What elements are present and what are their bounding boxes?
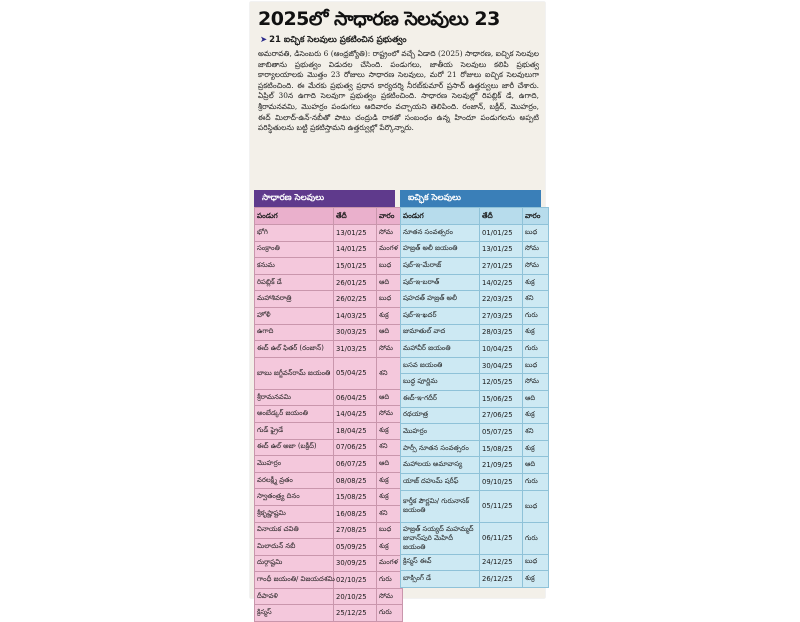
holiday-date: 06/07/25 bbox=[334, 456, 377, 473]
holiday-name: మహాశివరాత్రి bbox=[255, 291, 334, 308]
article-body: అమరావతి, డిసెంబరు 6 (ఆంధ్రజ్యోతి): రాష్ట్రంలో వచ్చే ఏడాది (2025) సాధారణ, ఐచ్ఛిక సెలవుల జాబితాను ప్రభుత్వం విడుదల చేసింది. పండుగలు, జాతీయ సెలవులు కలిపి ప్రభుత్వ కార్యాలయాలకు మొత్తం 23 రోజులు సాధారణ సెలవులు, మరో 21 రోజులు ఐచ్ఛిక సెలవులుగా ప్రకటించింది. ఈ మేరకు ప్రభుత్వ ప్రధాన కార్యదర్శి నీరబ్‌కుమార్ ప్రసాద్ ఉత్తర్వులు జారీ చేశారు. ఏప్రిల్ 30న ఉగాది సెలవుగా ప్రభుత్వం ప్రకటించింది. సాధారణ సెలవుల్లో రిపబ్లిక్ డే, ఉగాది, శ్రీరామనవమి, మొహర్రం పండుగలు ఆదివారం వచ్చాయని తెలిపింది. రంజాన్, బక్రీద్, మొహర్రం, ఈద్ మిలాద్-ఉన్-నబీతో పాటు చంద్రుడి రాకతో సంబంధం ఉన్న హిందూ పండుగలను అప్పటి పరిస్థితులను బట్టి ప్రకటిస్తామని ఉత్తర్వుల్లో పేర్కొన్నారు. bbox=[258, 49, 539, 133]
arrow-icon: ➤ bbox=[260, 35, 268, 45]
holiday-weekday: శని bbox=[523, 291, 549, 308]
holiday-name: సంక్రాంతి bbox=[255, 241, 334, 258]
holiday-date: 24/12/25 bbox=[480, 554, 523, 571]
table-row bbox=[255, 456, 403, 473]
subheadline bbox=[260, 34, 539, 46]
holiday-date: 16/08/25 bbox=[334, 505, 377, 522]
holiday-weekday: శుక్ర bbox=[377, 539, 403, 556]
holiday-weekday: శని bbox=[377, 505, 403, 522]
holiday-weekday: శని bbox=[377, 439, 403, 456]
holiday-weekday: సోమ bbox=[377, 341, 403, 358]
general-holidays-title: సాధారణ సెలవులు bbox=[254, 190, 395, 207]
holiday-name: మొహర్రం bbox=[255, 456, 334, 473]
holiday-date: 09/10/25 bbox=[480, 473, 523, 490]
holiday-weekday: బుధ bbox=[377, 291, 403, 308]
holiday-date: 15/01/25 bbox=[334, 258, 377, 275]
holiday-name: కార్తీక పౌర్ణమి/ గురునానక్ జయంతి bbox=[401, 490, 480, 522]
holiday-weekday: శుక్ర bbox=[523, 274, 549, 291]
holiday-weekday: సోమ bbox=[377, 406, 403, 423]
table-row bbox=[401, 307, 549, 324]
holiday-date: 22/03/25 bbox=[480, 291, 523, 308]
holiday-weekday: బుధ bbox=[523, 554, 549, 571]
holiday-name: భోగి bbox=[255, 225, 334, 242]
table-row bbox=[401, 291, 549, 308]
holiday-weekday: బుధ bbox=[523, 357, 549, 374]
holiday-weekday: శుక్ర bbox=[523, 324, 549, 341]
holiday-date: 14/03/25 bbox=[334, 307, 377, 324]
holiday-name: గుడ్ ఫ్రైడే bbox=[255, 422, 334, 439]
table-row bbox=[255, 307, 403, 324]
holiday-name: క్రిస్మస్ bbox=[255, 605, 334, 622]
holiday-date: 21/09/25 bbox=[480, 457, 523, 474]
holiday-date: 20/10/25 bbox=[334, 588, 377, 605]
table-row bbox=[255, 258, 403, 275]
table-row bbox=[255, 389, 403, 406]
holiday-name: గాంధీ జయంతి/ విజయదశమి bbox=[255, 572, 334, 589]
table-row bbox=[255, 274, 403, 291]
holiday-date: 01/01/25 bbox=[480, 225, 523, 242]
holiday-weekday: మంగళ bbox=[377, 555, 403, 572]
holiday-date: 27/06/25 bbox=[480, 407, 523, 424]
column-header-row bbox=[401, 208, 549, 225]
column-header: వారం bbox=[523, 208, 549, 225]
holiday-weekday: ఆది bbox=[523, 390, 549, 407]
holiday-name: జుమాతుల్ వాద bbox=[401, 324, 480, 341]
holiday-weekday: గురు bbox=[523, 341, 549, 358]
holiday-weekday: సోమ bbox=[523, 374, 549, 391]
holiday-name: ఈద్-ఇ-గదీర్ bbox=[401, 390, 480, 407]
holiday-weekday: బుధ bbox=[377, 522, 403, 539]
holiday-name: హజ్రత్ సయ్యద్ మహమ్మద్ జువాన్‌పురి మెహిదీ జయంతి bbox=[401, 522, 480, 554]
holiday-name: షబ్-ఇ-మేరాజ్ bbox=[401, 258, 480, 275]
column-header: పండుగ bbox=[401, 208, 480, 225]
holiday-name: హోళీ bbox=[255, 307, 334, 324]
holiday-date: 30/04/25 bbox=[480, 357, 523, 374]
holiday-name: దుర్గాష్టమి bbox=[255, 555, 334, 572]
holiday-name: మొహర్రం bbox=[401, 424, 480, 441]
column-header-row bbox=[255, 208, 403, 225]
holiday-name: స్వాతంత్ర్య దినం bbox=[255, 489, 334, 506]
holiday-name: బాబు జగ్జీవన్‌రామ్ జయంతి bbox=[255, 357, 334, 389]
table-row bbox=[255, 439, 403, 456]
table-row bbox=[401, 440, 549, 457]
table-row bbox=[401, 407, 549, 424]
holiday-weekday: శుక్ర bbox=[523, 440, 549, 457]
holiday-weekday: గురు bbox=[377, 605, 403, 622]
table-row bbox=[255, 324, 403, 341]
optional-holidays-title: ఐచ్ఛిక సెలవులు bbox=[400, 190, 541, 207]
holiday-weekday: శుక్ర bbox=[377, 489, 403, 506]
table-row bbox=[401, 357, 549, 374]
table-row bbox=[255, 588, 403, 605]
holiday-weekday: శుక్ర bbox=[523, 407, 549, 424]
holiday-name: కనుమ bbox=[255, 258, 334, 275]
table-row bbox=[401, 225, 549, 242]
headline: 2025లో సాధారణ సెలవులు 23 bbox=[258, 8, 500, 30]
holiday-name: మహావీర్ జయంతి bbox=[401, 341, 480, 358]
column-header: పండుగ bbox=[255, 208, 334, 225]
holiday-weekday: బుధ bbox=[523, 225, 549, 242]
holiday-weekday: గురు bbox=[523, 307, 549, 324]
holiday-date: 05/07/25 bbox=[480, 424, 523, 441]
holiday-date: 14/02/25 bbox=[480, 274, 523, 291]
table-row bbox=[401, 241, 549, 258]
holiday-weekday: శని bbox=[523, 424, 549, 441]
table-row bbox=[255, 489, 403, 506]
optional-holidays-grid bbox=[400, 207, 549, 588]
table-row bbox=[255, 341, 403, 358]
holiday-date: 07/06/25 bbox=[334, 439, 377, 456]
holiday-date: 14/04/25 bbox=[334, 406, 377, 423]
holiday-date: 18/04/25 bbox=[334, 422, 377, 439]
holiday-tables bbox=[254, 190, 541, 618]
holiday-name: షబ్-ఇ-ఖదర్ bbox=[401, 307, 480, 324]
table-row bbox=[255, 291, 403, 308]
holiday-weekday: సోమ bbox=[523, 241, 549, 258]
holiday-date: 30/09/25 bbox=[334, 555, 377, 572]
holiday-name: రథయాత్ర bbox=[401, 407, 480, 424]
holiday-weekday: గురు bbox=[523, 473, 549, 490]
holiday-date: 31/03/25 bbox=[334, 341, 377, 358]
holiday-date: 08/08/25 bbox=[334, 472, 377, 489]
general-holidays-grid bbox=[254, 207, 403, 622]
holiday-name: ఈద్ ఉల్ ఫితర్ (రంజాన్) bbox=[255, 341, 334, 358]
holiday-date: 27/01/25 bbox=[480, 258, 523, 275]
holiday-name: యాజ్ దహుమ్ షరీఫ్ bbox=[401, 473, 480, 490]
column-header: తేదీ bbox=[334, 208, 377, 225]
holiday-date: 05/04/25 bbox=[334, 357, 377, 389]
holiday-date: 27/03/25 bbox=[480, 307, 523, 324]
holiday-date: 30/03/25 bbox=[334, 324, 377, 341]
holiday-name: వరలక్ష్మీ వ్రతం bbox=[255, 472, 334, 489]
optional-holidays-table bbox=[400, 190, 541, 588]
holiday-weekday: సోమ bbox=[377, 588, 403, 605]
table-row bbox=[401, 341, 549, 358]
newspaper-clipping bbox=[250, 2, 545, 618]
table-row bbox=[401, 374, 549, 391]
holiday-name: హజ్రత్ అలీ జయంతి bbox=[401, 241, 480, 258]
holiday-weekday: గురు bbox=[377, 572, 403, 589]
column-header: తేదీ bbox=[480, 208, 523, 225]
holiday-date: 06/11/25 bbox=[480, 522, 523, 554]
table-row bbox=[255, 241, 403, 258]
table-row bbox=[255, 522, 403, 539]
holiday-weekday: బుధ bbox=[523, 490, 549, 522]
holiday-name: అంబేడ్కర్ జయంతి bbox=[255, 406, 334, 423]
holiday-weekday: శని bbox=[377, 357, 403, 389]
holiday-weekday: ఆది bbox=[377, 324, 403, 341]
holiday-date: 27/08/25 bbox=[334, 522, 377, 539]
table-row bbox=[255, 225, 403, 242]
holiday-weekday: మంగళ bbox=[377, 241, 403, 258]
table-row bbox=[401, 258, 549, 275]
holiday-date: 26/01/25 bbox=[334, 274, 377, 291]
holiday-name: క్రిస్మస్ ఈవ్ bbox=[401, 554, 480, 571]
holiday-weekday: ఆది bbox=[523, 457, 549, 474]
holiday-name: బాక్సింగ్ డే bbox=[401, 571, 480, 588]
subheadline-text: 21 ఐచ్ఛిక సెలవులు ప్రకటించిన ప్రభుత్వం bbox=[269, 35, 407, 45]
table-row bbox=[401, 473, 549, 490]
holiday-weekday: సోమ bbox=[523, 258, 549, 275]
holiday-date: 05/11/25 bbox=[480, 490, 523, 522]
holiday-name: శ్రీరామనవమి bbox=[255, 389, 334, 406]
table-row bbox=[255, 505, 403, 522]
table-row bbox=[255, 572, 403, 589]
holiday-name: వినాయక చవితి bbox=[255, 522, 334, 539]
table-row bbox=[401, 522, 549, 554]
table-row bbox=[255, 539, 403, 556]
holiday-weekday: ఆది bbox=[377, 456, 403, 473]
table-row bbox=[255, 406, 403, 423]
holiday-date: 02/10/25 bbox=[334, 572, 377, 589]
holiday-name: నూతన సంవత్సరం bbox=[401, 225, 480, 242]
holiday-name: మిలాదున్ నబీ bbox=[255, 539, 334, 556]
table-row bbox=[255, 605, 403, 622]
table-row bbox=[401, 457, 549, 474]
table-row bbox=[255, 555, 403, 572]
holiday-date: 26/02/25 bbox=[334, 291, 377, 308]
table-row bbox=[401, 554, 549, 571]
holiday-weekday: శుక్ర bbox=[377, 422, 403, 439]
column-header: వారం bbox=[377, 208, 403, 225]
holiday-name: దీపావళి bbox=[255, 588, 334, 605]
holiday-date: 10/04/25 bbox=[480, 341, 523, 358]
table-row bbox=[401, 324, 549, 341]
holiday-date: 15/08/25 bbox=[334, 489, 377, 506]
holiday-name: షహదత్ హజ్రత్ అలీ bbox=[401, 291, 480, 308]
holiday-date: 28/03/25 bbox=[480, 324, 523, 341]
holiday-weekday: శుక్ర bbox=[377, 307, 403, 324]
holiday-weekday: సోమ bbox=[377, 225, 403, 242]
table-row bbox=[401, 571, 549, 588]
holiday-date: 13/01/25 bbox=[334, 225, 377, 242]
table-row bbox=[255, 472, 403, 489]
holiday-name: షబ్-ఇ-బరాత్ bbox=[401, 274, 480, 291]
table-row bbox=[401, 424, 549, 441]
holiday-weekday: బుధ bbox=[377, 258, 403, 275]
holiday-name: పార్సీ నూతన సంవత్సరం bbox=[401, 440, 480, 457]
holiday-date: 14/01/25 bbox=[334, 241, 377, 258]
table-row bbox=[401, 274, 549, 291]
holiday-date: 06/04/25 bbox=[334, 389, 377, 406]
holiday-date: 25/12/25 bbox=[334, 605, 377, 622]
holiday-date: 26/12/25 bbox=[480, 571, 523, 588]
table-row bbox=[255, 357, 403, 389]
holiday-date: 12/05/25 bbox=[480, 374, 523, 391]
holiday-date: 15/06/25 bbox=[480, 390, 523, 407]
table-row bbox=[401, 390, 549, 407]
table-row bbox=[255, 422, 403, 439]
holiday-date: 05/09/25 bbox=[334, 539, 377, 556]
holiday-weekday: శుక్ర bbox=[377, 472, 403, 489]
holiday-weekday: గురు bbox=[523, 522, 549, 554]
table-row bbox=[401, 490, 549, 522]
holiday-name: బసవ జయంతి bbox=[401, 357, 480, 374]
holiday-date: 13/01/25 bbox=[480, 241, 523, 258]
holiday-date: 15/08/25 bbox=[480, 440, 523, 457]
holiday-weekday: ఆది bbox=[377, 389, 403, 406]
holiday-name: రిపబ్లిక్ డే bbox=[255, 274, 334, 291]
holiday-name: మహాలయ అమావాస్య bbox=[401, 457, 480, 474]
holiday-name: శ్రీకృష్ణాష్టమి bbox=[255, 505, 334, 522]
holiday-name: బుద్ధ పూర్ణిమ bbox=[401, 374, 480, 391]
holiday-name: ఈద్ ఉల్ అజా (బక్రీద్) bbox=[255, 439, 334, 456]
holiday-name: ఉగాది bbox=[255, 324, 334, 341]
holiday-weekday: శుక్ర bbox=[523, 571, 549, 588]
general-holidays-table bbox=[254, 190, 398, 622]
holiday-weekday: ఆది bbox=[377, 274, 403, 291]
